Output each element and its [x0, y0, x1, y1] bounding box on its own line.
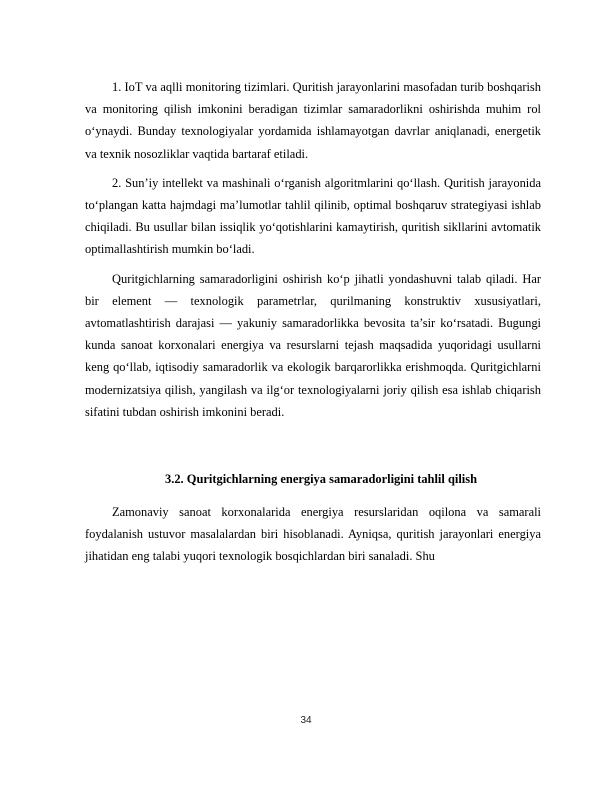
paragraph-section-intro: Zamonaviy sanoat korxonalarida energiya resurslaridan oqilona va samarali foydalanish ustuvor masalalardan biri hisoblanadi. Ayniqsa, quritish jarayonlari energiya jihatidan eng talabi yuqori texnologik bosqichlardan biri sanaladi. Shu: [85, 505, 541, 564]
paragraph-ai-machine-learning: 2. Sun’iy intellekt va mashinali o‘rganish algoritmlarini qo‘llash. Quritish jarayonida to‘plangan katta hajmdagi ma’lumotlar tahlil qilinib, optimal boshqaruv strategiyasi ishlab chiqiladi. Bu usullar bilan issiqlik yo‘qotishlarini kamaytirish, quritish sikllarini avtomatik optimallashtirish mumkin bo‘ladi.: [85, 175, 541, 257]
paragraph-efficiency-summary: Quritgichlarning samaradorligini oshirish ko‘p jihatli yondashuvni talab qiladi. Har bir element — texnologik parametrlar, qurilmaning konstruktiv xususiyatlari, avtomatlashtirish darajasi — yakuniy samaradorlikka bevosita ta’sir ko‘rsatadi. Bugungi kunda sanoat korxonalari energiya va resurslarni tejash maqsadida yuqoridagi usullarni keng qo‘llab, iqtisodiy samaradorlik va ekologik barqarorlikka erishmoqda. Quritgichlarni modernizatsiya qilish, yangilash va ilg‘or texnologiyalarni joriy qilish esa ishlab chiqarish sifatini tubdan oshirish imkonini beradi.: [85, 271, 541, 419]
paragraph-iot-monitoring: 1. IoT va aqlli monitoring tizimlari. Quritish jarayonlarini masofadan turib boshqarish va monitoring qilish imkonini beradigan tizimlar samaradorlikni oshirishda muhim rol o‘ynaydi. Bunday texnologiyalar yordamida ishlamayotgan davrlar aniqlanadi, energetik va texnik nosozliklar vaqtida bartaraf etiladi.: [85, 80, 541, 161]
page-number: 34: [300, 715, 312, 726]
document-page: [85, 76, 541, 575]
section-heading: 3.2. Quritgichlarning energiya samaradorligini tahlil qilish: [165, 472, 477, 487]
